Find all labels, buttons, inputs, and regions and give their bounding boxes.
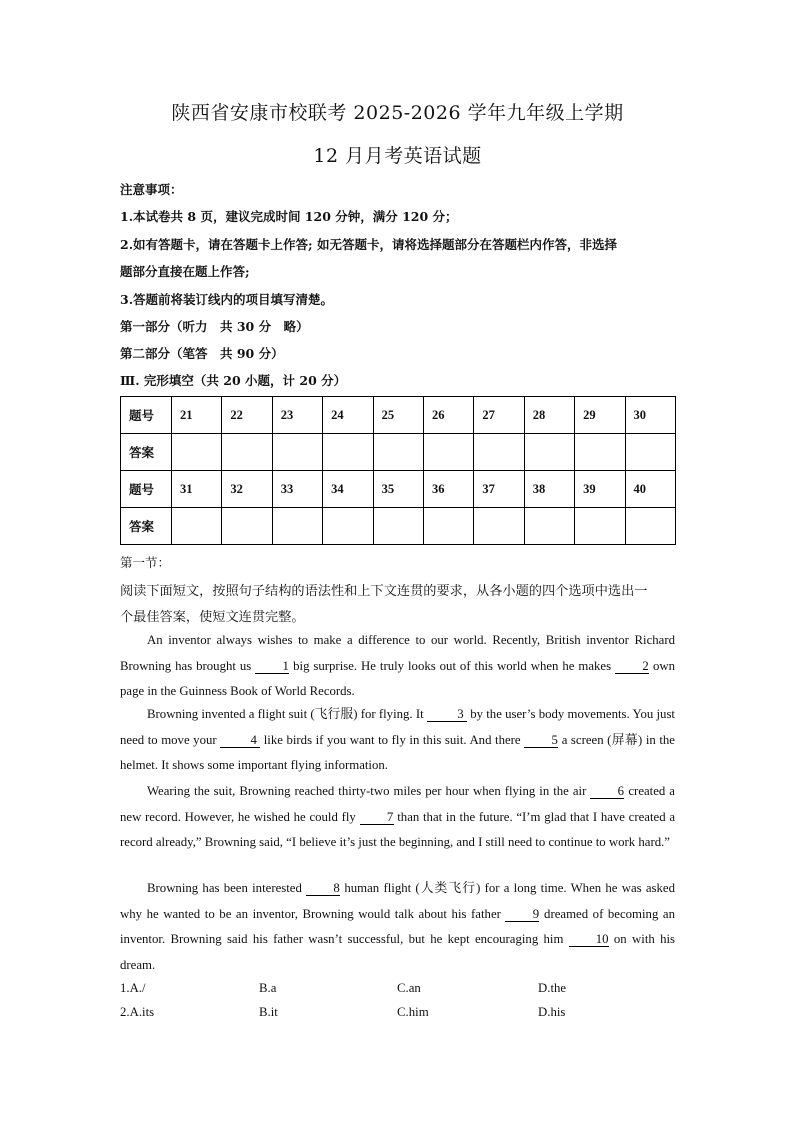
answer-cell[interactable] [373, 508, 423, 545]
answer-cell[interactable] [172, 508, 222, 545]
instruction-line-1: 阅读下面短文，按照句子结构的语法性和上下文连贯的要求，从各小题的四个选项中选出一 [120, 584, 648, 599]
answer-cell[interactable] [373, 434, 423, 471]
question-number-cell: 37 [474, 471, 524, 508]
answer-cell[interactable] [524, 434, 574, 471]
option-d[interactable]: D.his [538, 1005, 566, 1019]
question-number-label: 题号 [121, 397, 172, 434]
blank-9[interactable]: 9 [505, 907, 539, 922]
table-row [121, 397, 676, 434]
answer-cell[interactable] [423, 508, 473, 545]
blank-4[interactable]: 4 [220, 733, 260, 748]
blank-10[interactable]: 10 [569, 932, 609, 947]
part-one-heading: 第一部分（听力 共 30 分 略） [120, 319, 309, 334]
answer-cell[interactable] [323, 508, 373, 545]
question-number-cell: 29 [575, 397, 625, 434]
passage-text: human flight (人类飞行) for a long time. When he was asked why he wanted to be an inventor, Browning would talk about his father [120, 881, 675, 921]
question-number-cell: 39 [575, 471, 625, 508]
passage-text: Browning has been interested [147, 881, 302, 895]
passage-text: Wearing the suit, Browning reached thirty-two miles per hour when flying in the air [147, 784, 587, 798]
blank-5[interactable]: 5 [524, 733, 558, 748]
section-one-label: 第一节： [120, 555, 171, 570]
option-c[interactable]: C.an [397, 981, 421, 995]
answer-label: 答案 [121, 508, 172, 545]
passage-text: created a new record. However, he wished he could fly [120, 784, 675, 824]
passage-paragraph-2 [120, 702, 675, 779]
question-number-cell: 30 [625, 397, 675, 434]
passage-text: like birds if you want to fly in this suit. And there [263, 732, 521, 747]
notice-item-1: 1.本试卷共 8 页，建议完成时间 120 分钟，满分 120 分； [120, 209, 458, 224]
question-number-cell: 22 [222, 397, 272, 434]
table-row [121, 471, 676, 508]
table-row [121, 508, 676, 545]
answer-cell[interactable] [625, 434, 675, 471]
option-b[interactable]: B.a [259, 981, 277, 995]
passage-text: own page in the Guinness Book of World Records. [120, 658, 676, 698]
option-d[interactable]: D.the [538, 981, 567, 995]
question-number-cell: 21 [172, 397, 222, 434]
passage-paragraph-4 [120, 876, 675, 978]
question-number-cell: 25 [373, 397, 423, 434]
question-number-cell: 36 [423, 471, 473, 508]
answer-cell[interactable] [524, 508, 574, 545]
blank-8[interactable]: 8 [306, 881, 340, 896]
passage-text: big surprise. He truly looks out of this world when he makes [293, 658, 612, 673]
passage-paragraph-3 [120, 779, 675, 856]
exam-title-line2: 12 月月考英语试题 [313, 145, 482, 167]
passage-text: by the user’s body movements. You just need to move your [120, 707, 675, 747]
passage-text: on with his dream. [120, 932, 676, 972]
question-number-cell: 38 [524, 471, 574, 508]
blank-6[interactable]: 6 [590, 784, 624, 799]
answer-cell[interactable] [272, 508, 322, 545]
answer-cell[interactable] [474, 508, 524, 545]
passage-text: than that in the future. “I’m glad that I have created a record already,” Browning said, “I believe it’s just the beginning, and I still need to continue to work hard.” [120, 809, 676, 849]
answer-label: 答案 [121, 434, 172, 471]
answer-cell[interactable] [474, 434, 524, 471]
answer-cell[interactable] [625, 508, 675, 545]
passage-text: a screen (屏幕) in the helmet. It shows some important flying information. [120, 732, 675, 772]
option-a[interactable]: 2.A.its [120, 1005, 155, 1019]
answer-cell[interactable] [423, 434, 473, 471]
answer-table [120, 396, 676, 545]
passage-text: dreamed of becoming an inventor. Browning said his father wasn’t successful, but he kept encouraging him [120, 906, 676, 946]
question-number-cell: 23 [272, 397, 322, 434]
notice-item-3: 3.答题前将装订线内的项目填写清楚。 [120, 292, 334, 307]
question-number-cell: 28 [524, 397, 574, 434]
answer-cell[interactable] [323, 434, 373, 471]
answer-cell[interactable] [172, 434, 222, 471]
passage-text: An inventor always wishes to make a difference to our world. Recently, British inventor Richard Browning has brought us [120, 633, 675, 673]
notice-item-2b: 题部分直接在题上作答; [120, 264, 250, 279]
instruction-line-2: 个最佳答案，使短文连贯完整。 [120, 610, 305, 625]
notice-item-2a: 2.如有答题卡，请在答题卡上作答; 如无答题卡，请将选择题部分在答题栏内作答，非选择 [120, 237, 618, 252]
answer-cell[interactable] [575, 434, 625, 471]
blank-3[interactable]: 3 [427, 707, 467, 722]
question-number-cell: 35 [373, 471, 423, 508]
blank-7[interactable]: 7 [360, 810, 394, 825]
part-two-heading: 第二部分（笔答 共 90 分） [120, 346, 284, 361]
question-number-cell: 27 [474, 397, 524, 434]
answer-cell[interactable] [272, 434, 322, 471]
blank-1[interactable]: 1 [255, 659, 289, 674]
passage-text: Browning invented a flight suit (飞行服) for flying. It [147, 707, 424, 721]
answer-cell[interactable] [222, 434, 272, 471]
question-number-label: 题号 [121, 471, 172, 508]
passage-paragraph-1 [120, 628, 675, 705]
question-number-cell: 33 [272, 471, 322, 508]
answer-cell[interactable] [575, 508, 625, 545]
question-number-cell: 24 [323, 397, 373, 434]
question-number-cell: 32 [222, 471, 272, 508]
blank-2[interactable]: 2 [615, 659, 649, 674]
answer-cell[interactable] [222, 508, 272, 545]
question-number-cell: 31 [172, 471, 222, 508]
exam-title-line1: 陕西省安康市校联考 2025-2026 学年九年级上学期 [171, 102, 624, 124]
question-number-cell: 34 [323, 471, 373, 508]
option-c[interactable]: C.him [397, 1005, 429, 1019]
option-b[interactable]: B.it [259, 1005, 278, 1019]
table-row [121, 434, 676, 471]
question-number-cell: 40 [625, 471, 675, 508]
notice-heading: 注意事项： [120, 182, 183, 197]
question-number-cell: 26 [423, 397, 473, 434]
section-three-heading: Ⅲ. 完形填空（共 20 小题，计 20 分） [120, 373, 347, 388]
option-a[interactable]: 1.A./ [120, 981, 146, 995]
